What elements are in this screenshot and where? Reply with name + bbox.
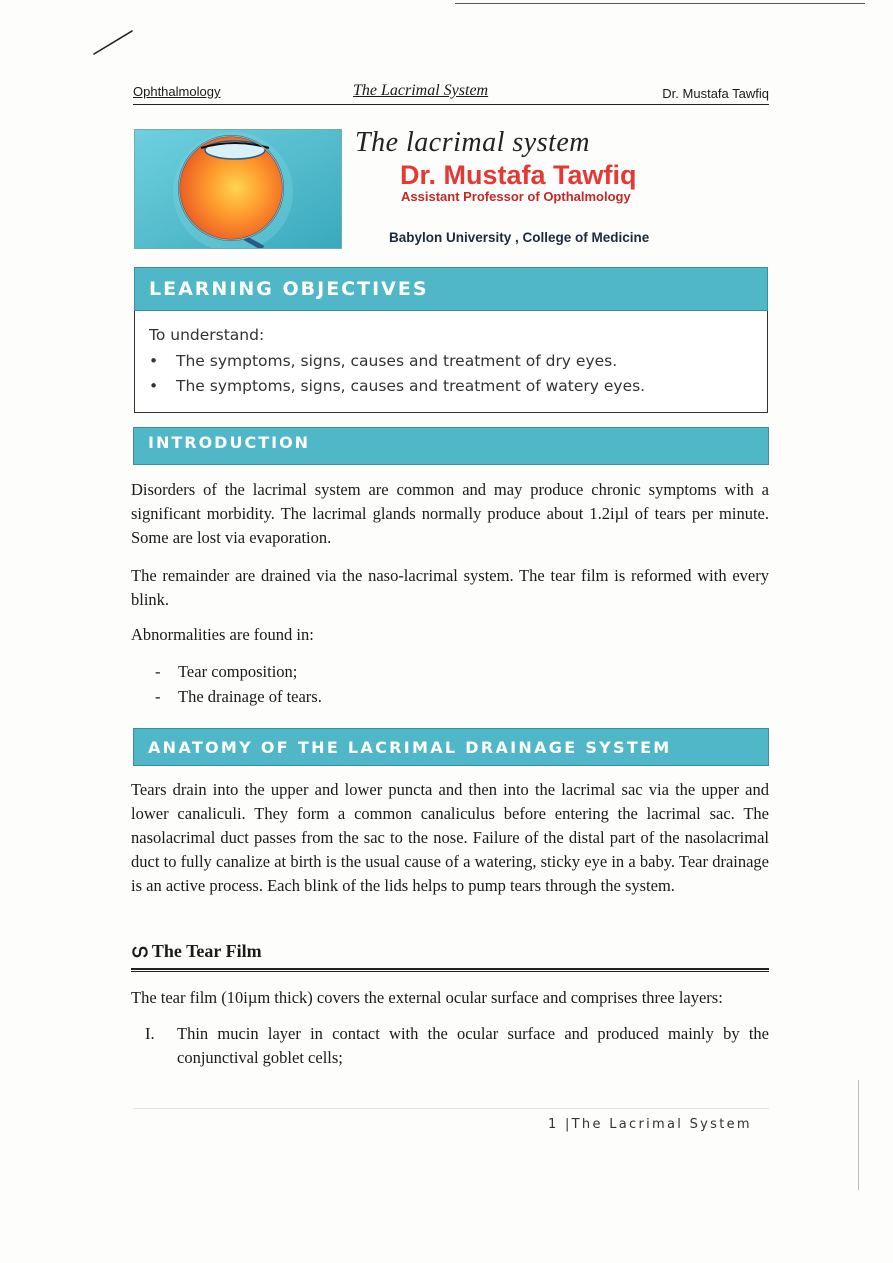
document-title: The lacrimal system — [355, 127, 591, 158]
tear-film-paragraph: The tear film (10iµm thick) covers the external ocular surface and comprises three layers: — [131, 988, 723, 1007]
running-header — [133, 84, 769, 105]
list-item — [149, 377, 645, 402]
objective-text: The symptoms, signs, causes and treatment of watery eyes. — [176, 377, 646, 395]
list-item — [155, 662, 322, 687]
list-item-text: Thin mucin layer in contact with the ocular surface and produced mainly by the conjunctival goblet cells; — [177, 1024, 769, 1067]
objectives-intro: To understand: — [149, 326, 265, 344]
learning-objectives-heading: LEARNING OBJECTIVES — [134, 267, 768, 311]
list-item-text: The drainage of tears. — [178, 687, 322, 706]
list-item — [155, 687, 322, 712]
tear-film-heading — [131, 941, 262, 962]
footer-rule — [133, 1108, 769, 1109]
eye-diagram-icon — [135, 130, 341, 248]
objective-text: The symptoms, signs, causes and treatment of dry eyes. — [176, 352, 618, 370]
intro-paragraph-3: Abnormalities are found in: — [131, 625, 314, 644]
anatomy-heading: ANATOMY OF THE LACRIMAL DRAINAGE SYSTEM — [133, 728, 769, 766]
anatomy-paragraph: Tears drain into the upper and lower puncta and then into the lacrimal sac via the upper and lower canaliculi. They form a common canaliculus before entering the lacrimal sac. The nasolacrimal duct passes from the sac to the nose. Failure of the distal part of the nasolacrimal duct to fully canalize at birth is the usual cause of a watering, sticky eye in a baby. Tear drainage is an active process. Each blink of the lids helps to pump tears through the system. — [131, 780, 769, 895]
list-item — [149, 352, 645, 377]
header-subject: Ophthalmology — [133, 84, 221, 99]
header-author: Dr. Mustafa Tawfiq — [662, 86, 769, 101]
tear-film-heading-text: The Tear Film — [151, 941, 262, 961]
bullet-icon: • — [149, 377, 159, 395]
section-symbol-icon: ഗ — [131, 941, 148, 961]
header-chapter: The Lacrimal System — [353, 82, 489, 99]
eye-diagram-image — [134, 129, 342, 249]
list-item-text: Tear composition; — [178, 662, 298, 681]
introduction-heading: INTRODUCTION — [133, 427, 769, 465]
page-right-edge — [858, 1080, 859, 1190]
pen-mark-icon — [92, 28, 134, 56]
intro-paragraph-2: The remainder are drained via the naso-lacrimal system. The tear film is reformed with every blink. — [131, 566, 769, 609]
author-affiliation: Babylon University , College of Medicine — [389, 230, 650, 245]
page-footer: 1 |The Lacrimal System — [548, 1117, 752, 1132]
bullet-icon: • — [149, 352, 159, 370]
abnormalities-list — [155, 662, 322, 712]
dash-icon: - — [155, 687, 161, 706]
tear-film-layers-list — [145, 1022, 769, 1070]
intro-paragraph-1: Disorders of the lacrimal system are common and may produce chronic symptoms with a significant morbidity. The lacrimal glands normally produce about 1.2iµl of tears per minute. Some are lost via evaporation. — [131, 480, 769, 547]
heading-rule — [131, 968, 769, 972]
objectives-list — [149, 352, 645, 402]
learning-objectives-box — [134, 267, 768, 413]
author-name: Dr. Mustafa Tawfiq — [400, 160, 637, 190]
author-role: Assistant Professor of Opthalmology — [401, 189, 631, 204]
page-top-edge — [455, 3, 865, 4]
dash-icon: - — [155, 662, 161, 681]
list-number: I. — [145, 1024, 155, 1043]
list-item — [145, 1022, 769, 1070]
